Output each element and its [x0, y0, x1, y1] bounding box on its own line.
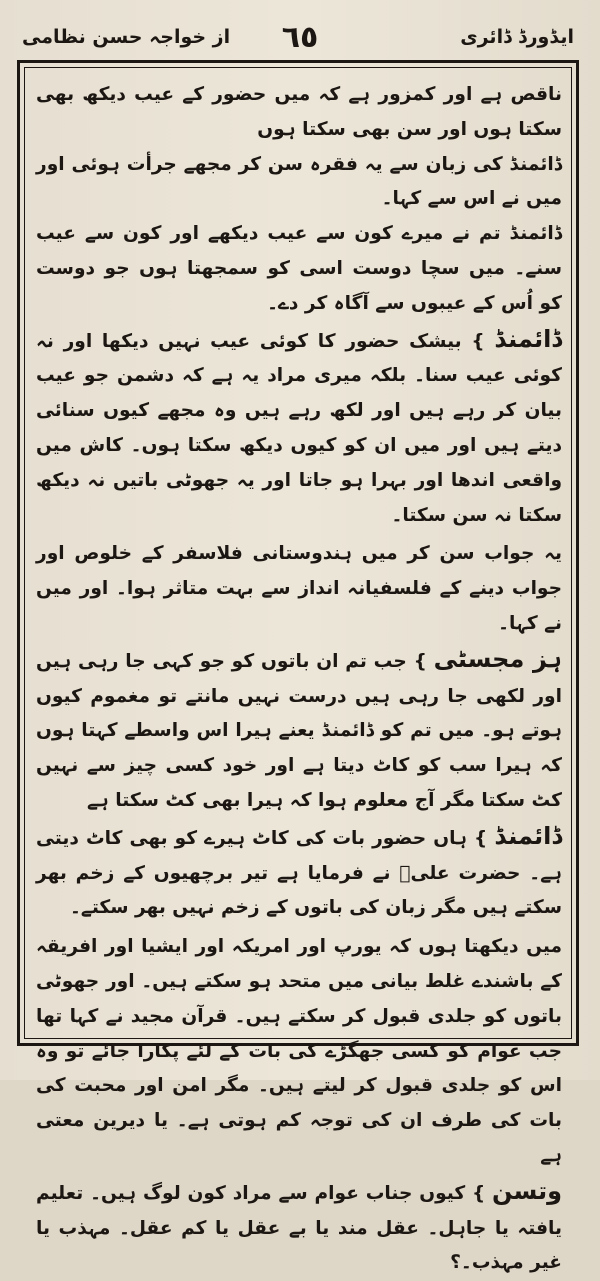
speaker-label: ڈائمنڈ: [494, 324, 562, 353]
book-title: ایڈورڈ ڈائری: [460, 26, 574, 48]
author-name: از خواجہ حسن نظامی: [22, 26, 231, 48]
dialogue-paragraph: [36, 642, 562, 819]
speaker-label: ہز مجسٹی: [433, 644, 562, 673]
page-header: [14, 20, 586, 60]
speaker-bracket: }: [461, 330, 495, 352]
paragraph-text: میں دیکھتا ہوں کہ یورپ اور امریکہ اور ایشیا اور افریقہ کے باشندے غلط بیانی میں متحد ہو سکتے ہیں۔ اور جھوٹی باتوں کو جلدی قبول کر سکتے ہیں۔ قرآن مجید نے کہا تھا جب عوام کو کسی جھگڑے کی بات کے لئے پکارا جائے تو وہ اس کو جلدی قبول کر لیتے ہیں۔ مگر امن اور محبت کی بات کی طرف ان کی توجہ کم ہوتی ہے۔ یا دیرین معتی ہے: [36, 936, 562, 1166]
paragraph-text: کیوں جناب عوام سے مراد کون لوگ ہیں۔ تعلیم یافتہ یا جاہل۔ عقل مند یا بے عقل یا کم عقل۔ مہذب یا غیر مہذب۔؟: [36, 1182, 562, 1274]
paragraph-text: ڈائمنڈ تم نے میرے کون سے عیب دیکھے اور کون سے عیب سنے۔ میں سچا دوست اسی کو سمجھتا ہوں جو دوست کو اُس کے عیبوں سے آگاہ کر دے۔: [36, 223, 562, 314]
speaker-label: ڈائمنڈ: [494, 821, 563, 850]
paragraph: [36, 217, 562, 321]
speaker-bracket: }: [406, 650, 434, 672]
paragraph-text: بیشک حضور کا کوئی عیب نہیں دیکھا اور نہ کوئی عیب سنا۔ بلکہ میری مراد یہ ہے کہ دشمن جو عیب بیان کر رہے ہیں اور لکھ رہے ہیں وہ مجھے کیوں سنائی دیتے ہیں اور میں ان کو کیوں دیکھ سکتا ہوں۔ کاش میں واقعی اندھا اور بہرا ہو جاتا اور یہ جھوٹی باتیں نہ دیکھ سکتا نہ سن سکتا۔: [36, 330, 562, 526]
paragraph: [36, 78, 562, 148]
paragraph-text: ڈائمنڈ کی زبان سے یہ فقرہ سن کر مجھے جرأت ہوئی اور میں نے اس سے کہا۔: [36, 153, 562, 210]
speaker-bracket: }: [466, 827, 495, 849]
page-number: ٦٥: [281, 20, 319, 55]
paragraph-text: جب تم ان باتوں کو جو کہی جا رہی ہیں اور لکھی جا رہی ہیں درست نہیں مانتے تو مغموم کیوں ہوتے ہو۔ میں تم کو ڈائمنڈ یعنے ہیرا اس واسطے کہتا ہوں کہ ہیرا سب کو کاٹ دیتا ہے اور خود کسی چیز سے نہیں کٹ سکتا مگر آج معلوم ہوا کہ ہیرا بھی کٹ سکتا ہے: [36, 650, 562, 811]
paragraph: [36, 930, 562, 1174]
dialogue-paragraph: [36, 819, 562, 926]
dialogue-paragraph: [36, 322, 562, 534]
paragraph-text: ہاں حضور بات کی کاٹ ہیرے کو بھی کاٹ دیتی ہے۔ حضرت علیؑ نے فرمایا ہے تیر برچھیوں کے زخم بھر سکتے ہیں مگر زبان کی باتوں کے زخم نہیں بھر سکتے۔: [36, 827, 562, 919]
dialogue-paragraph: [36, 1174, 562, 1281]
paragraph: [36, 537, 562, 641]
speaker-label: وتسن: [492, 1176, 562, 1205]
paragraph: [36, 148, 562, 218]
speaker-bracket: }: [465, 1182, 493, 1204]
paragraph-text: ناقص ہے اور کمزور ہے کہ میں حضور کے عیب دیکھ بھی سکتا ہوں اور سن بھی سکتا ہوں: [36, 84, 562, 140]
paragraph-text: یہ جواب سن کر میں ہندوستانی فلاسفر کے خلوص اور جواب دینے کے فلسفیانہ انداز سے بہت متاثر ہوا۔ اور میں نے کہا۔: [36, 543, 562, 634]
page-body: [36, 78, 563, 1274]
